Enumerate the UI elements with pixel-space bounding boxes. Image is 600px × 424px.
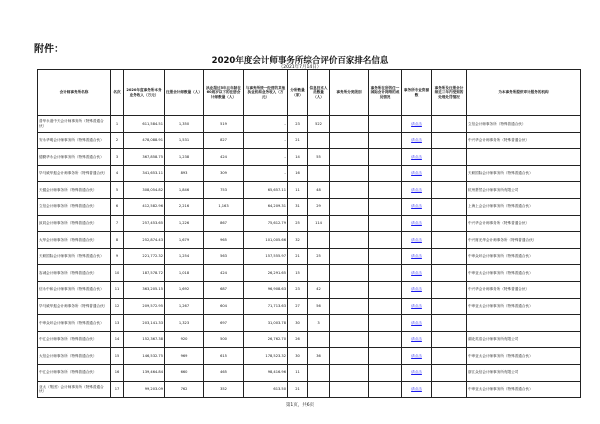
table-row bbox=[38, 116, 581, 133]
empty-cell bbox=[432, 298, 467, 315]
revenue-cell: 146,532.75 bbox=[124, 348, 165, 365]
column-header: 名次 bbox=[111, 70, 124, 116]
rank-cell: 13 bbox=[111, 315, 124, 332]
it-staff-cell bbox=[308, 265, 330, 282]
auditing-firm-cell: 中兴财光华会计师事务所（特殊普通合伙） bbox=[467, 232, 581, 249]
affiliate-revenue-cell: 71,713.63 bbox=[244, 298, 288, 315]
firm-name-cell: 天健会计师事务所（特殊普通合伙） bbox=[38, 182, 111, 199]
empty-cell bbox=[369, 315, 402, 332]
auditing-firm-cell: 天职国际会计师事务所（特殊普通合伙） bbox=[467, 165, 581, 182]
details-link[interactable]: 请点击 bbox=[402, 298, 432, 315]
firm-name-cell: 安永华明会计师事务所（特殊普通合伙） bbox=[38, 132, 111, 149]
rank-cell: 1 bbox=[111, 116, 124, 133]
column-header: 事务所分类级别 bbox=[330, 70, 369, 116]
empty-cell bbox=[330, 265, 369, 282]
it-staff-cell: 55 bbox=[308, 149, 330, 166]
column-header: 会计师事务所名称 bbox=[38, 70, 111, 116]
table-row bbox=[38, 265, 581, 282]
table-row bbox=[38, 331, 581, 348]
revenue-cell: 341,653.11 bbox=[124, 165, 165, 182]
empty-cell bbox=[369, 331, 402, 348]
column-header: 与事务所统一经营的其他执业机构业务收入（万元） bbox=[244, 70, 288, 116]
affiliate-revenue-cell: 157,555.97 bbox=[244, 248, 288, 265]
auditing-firm-cell: 中审亚太会计师事务所（特殊普通合伙） bbox=[467, 298, 581, 315]
empty-cell bbox=[432, 232, 467, 249]
affiliate-revenue-cell: 64,209.31 bbox=[244, 198, 288, 215]
senior-cpa-count-cell: 604 bbox=[204, 298, 244, 315]
branch-count-cell: 26 bbox=[288, 331, 308, 348]
empty-cell bbox=[330, 364, 369, 381]
empty-cell bbox=[432, 348, 467, 365]
empty-cell bbox=[330, 149, 369, 166]
revenue-cell: 187,578.72 bbox=[124, 265, 165, 282]
branch-count-cell: 14 bbox=[288, 149, 308, 166]
page-footer: 第1页，共6页 bbox=[285, 403, 315, 408]
auditing-firm-cell: 上海上会会计师事务所（特殊普通合伙） bbox=[467, 198, 581, 215]
table-row bbox=[38, 198, 581, 215]
empty-cell bbox=[369, 232, 402, 249]
cpa-count-cell: 1,350 bbox=[165, 116, 204, 133]
column-header: 为本事务所提供审计服务的机构 bbox=[467, 70, 581, 116]
column-header: 执业超过5年且年龄在60周岁以下的注册会计师数量（人） bbox=[204, 70, 244, 116]
affiliate-revenue-cell: 26,291.65 bbox=[244, 265, 288, 282]
revenue-cell: 221,772.32 bbox=[124, 248, 165, 265]
affiliate-revenue-cell: – bbox=[244, 132, 288, 149]
column-header: 事务所在所的任一国际会计网络的成员情况 bbox=[369, 70, 402, 116]
empty-cell bbox=[330, 232, 369, 249]
affiliate-revenue-cell: 98,416.96 bbox=[244, 364, 288, 381]
branch-count-cell: 16 bbox=[288, 165, 308, 182]
firm-name-cell: 信永中和会计师事务所（特殊普通合伙） bbox=[38, 281, 111, 298]
table-row bbox=[38, 348, 581, 365]
rank-cell: 7 bbox=[111, 215, 124, 232]
firm-name-cell: 立信会计师事务所（特殊普通合伙） bbox=[38, 198, 111, 215]
empty-cell bbox=[432, 381, 467, 398]
empty-cell bbox=[432, 116, 467, 133]
cpa-count-cell: 920 bbox=[165, 331, 204, 348]
branch-count-cell: 15 bbox=[288, 265, 308, 282]
it-staff-cell bbox=[308, 232, 330, 249]
empty-cell bbox=[432, 315, 467, 332]
details-link[interactable]: 请点击 bbox=[402, 165, 432, 182]
empty-cell bbox=[432, 215, 467, 232]
table-row bbox=[38, 281, 581, 298]
branch-count-cell: 23 bbox=[288, 116, 308, 133]
auditing-firm-cell: 中审亚太会计师事务所（特殊普通合伙） bbox=[467, 348, 581, 365]
document-date: （2021年7月14日） bbox=[278, 65, 322, 70]
senior-cpa-count-cell: 615 bbox=[204, 348, 244, 365]
branch-count-cell: 11 bbox=[288, 364, 308, 381]
rank-cell: 16 bbox=[111, 364, 124, 381]
empty-cell bbox=[330, 315, 369, 332]
cpa-count-cell: 2,216 bbox=[165, 198, 204, 215]
details-link[interactable]: 请点击 bbox=[402, 198, 432, 215]
senior-cpa-count-cell: 827 bbox=[204, 132, 244, 149]
auditing-firm-cell: 杭州萧然会计师事务所有限公司 bbox=[467, 182, 581, 199]
revenue-cell: 257,453.65 bbox=[124, 215, 165, 232]
attachment-label: 附件： bbox=[34, 44, 64, 55]
auditing-firm-cell: 中兴华会计师事务所（特殊普通合伙） bbox=[467, 215, 581, 232]
empty-cell bbox=[432, 182, 467, 199]
column-header: 事务所专业资源数 bbox=[402, 70, 432, 116]
it-staff-cell bbox=[308, 381, 330, 398]
affiliate-revenue-cell: 75,612.79 bbox=[244, 215, 288, 232]
empty-cell bbox=[369, 265, 402, 282]
auditing-firm-cell: 湖北英浩会计师事务所有限公司 bbox=[467, 331, 581, 348]
column-header: 2020年度事务所本身业务收入（万元） bbox=[124, 70, 165, 116]
auditing-firm-cell: 立信会计师事务所（特殊普通合伙） bbox=[467, 116, 581, 133]
auditing-firm-cell: 中兴华会计师事务所（特殊普通合伙） bbox=[467, 132, 581, 149]
ranking-table bbox=[37, 69, 581, 398]
rank-cell: 14 bbox=[111, 331, 124, 348]
column-header: 信息技术人员数量（人） bbox=[308, 70, 330, 116]
empty-cell bbox=[432, 364, 467, 381]
revenue-cell: 412,582.96 bbox=[124, 198, 165, 215]
rank-cell: 15 bbox=[111, 348, 124, 365]
branch-count-cell: 31 bbox=[288, 198, 308, 215]
auditing-firm-cell: 浙江众信会计师事务所有限公司 bbox=[467, 364, 581, 381]
it-staff-cell: 56 bbox=[308, 298, 330, 315]
revenue-cell: 478,088.91 bbox=[124, 132, 165, 149]
details-link[interactable]: 请点击 bbox=[402, 182, 432, 199]
table-row bbox=[38, 364, 581, 381]
affiliate-revenue-cell: 178,523.32 bbox=[244, 348, 288, 365]
it-staff-cell: 48 bbox=[308, 182, 330, 199]
empty-cell bbox=[330, 198, 369, 215]
auditing-firm-cell: 中审亚太会计师事务所（特殊普通合伙） bbox=[467, 265, 581, 282]
details-link[interactable]: 请点击 bbox=[402, 331, 432, 348]
details-link[interactable]: 请点击 bbox=[402, 116, 432, 133]
empty-cell bbox=[330, 298, 369, 315]
auditing-firm-cell: 中兴华会计师事务所（特殊普通合伙） bbox=[467, 281, 581, 298]
revenue-cell: 209,572.95 bbox=[124, 298, 165, 315]
senior-cpa-count-cell: 687 bbox=[204, 281, 244, 298]
cpa-count-cell: 1,846 bbox=[165, 182, 204, 199]
affiliate-revenue-cell: – bbox=[244, 165, 288, 182]
empty-cell bbox=[369, 298, 402, 315]
empty-cell bbox=[369, 348, 402, 365]
revenue-cell: 152,367.38 bbox=[124, 331, 165, 348]
cpa-count-cell: 1,531 bbox=[165, 132, 204, 149]
cpa-count-cell: 660 bbox=[165, 364, 204, 381]
cpa-count-cell: 969 bbox=[165, 348, 204, 365]
empty-cell bbox=[330, 348, 369, 365]
affiliate-revenue-cell: – bbox=[244, 116, 288, 133]
rank-cell: 12 bbox=[111, 298, 124, 315]
empty-cell bbox=[432, 198, 467, 215]
senior-cpa-count-cell: 965 bbox=[204, 232, 244, 249]
it-staff-cell bbox=[308, 331, 330, 348]
senior-cpa-count-cell: 519 bbox=[204, 116, 244, 133]
details-link[interactable]: 请点击 bbox=[402, 381, 432, 398]
empty-cell bbox=[432, 281, 467, 298]
firm-name-cell: 大信会计师事务所（特殊普通合伙） bbox=[38, 348, 111, 365]
details-link[interactable]: 请点击 bbox=[402, 364, 432, 381]
table-row bbox=[38, 165, 581, 182]
empty-cell bbox=[432, 248, 467, 265]
senior-cpa-count-cell: 697 bbox=[204, 315, 244, 332]
empty-cell bbox=[330, 281, 369, 298]
cpa-count-cell: 893 bbox=[165, 165, 204, 182]
table-row bbox=[38, 298, 581, 315]
details-link[interactable]: 请点击 bbox=[402, 348, 432, 365]
senior-cpa-count-cell: 500 bbox=[204, 331, 244, 348]
empty-cell bbox=[369, 132, 402, 149]
it-staff-cell: 36 bbox=[308, 348, 330, 365]
revenue-cell: 139,464.84 bbox=[124, 364, 165, 381]
it-staff-cell bbox=[308, 165, 330, 182]
table-row bbox=[38, 248, 581, 265]
details-link[interactable]: 请点击 bbox=[402, 215, 432, 232]
details-link[interactable]: 请点击 bbox=[402, 265, 432, 282]
empty-cell bbox=[330, 165, 369, 182]
revenue-cell: 611,584.51 bbox=[124, 116, 165, 133]
table-row bbox=[38, 315, 581, 332]
empty-cell bbox=[432, 331, 467, 348]
branch-count-cell: 30 bbox=[288, 315, 308, 332]
firm-name-cell: 中汇会计师事务所（特殊普通合伙） bbox=[38, 331, 111, 348]
empty-cell bbox=[330, 215, 369, 232]
it-staff-cell: 29 bbox=[308, 198, 330, 215]
auditing-firm-cell bbox=[467, 315, 581, 332]
table-row bbox=[38, 232, 581, 249]
empty-cell bbox=[369, 364, 402, 381]
empty-cell bbox=[369, 281, 402, 298]
table-row bbox=[38, 132, 581, 149]
empty-cell bbox=[330, 381, 369, 398]
branch-count-cell: 25 bbox=[288, 215, 308, 232]
revenue-cell: 99,203.09 bbox=[124, 381, 165, 398]
firm-name-cell: 亚太（集团）会计师事务所（特殊普通合伙） bbox=[38, 381, 111, 398]
rank-cell: 3 bbox=[111, 149, 124, 166]
empty-cell bbox=[369, 381, 402, 398]
empty-cell bbox=[330, 132, 369, 149]
senior-cpa-count-cell: 352 bbox=[204, 381, 244, 398]
empty-cell bbox=[432, 149, 467, 166]
senior-cpa-count-cell: 465 bbox=[204, 364, 244, 381]
senior-cpa-count-cell: 867 bbox=[204, 215, 244, 232]
it-staff-cell bbox=[308, 364, 330, 381]
firm-name-cell: 毕马威华振会计师事务所（特殊普通合伙） bbox=[38, 165, 111, 182]
rank-cell: 2 bbox=[111, 132, 124, 149]
firm-name-cell: 中审众环会计师事务所（特殊普通合伙） bbox=[38, 315, 111, 332]
cpa-count-cell: 1,018 bbox=[165, 265, 204, 282]
table-header-row bbox=[38, 70, 581, 116]
empty-cell bbox=[330, 116, 369, 133]
firm-name-cell: 天职国际会计师事务所（特殊普通合伙） bbox=[38, 248, 111, 265]
details-link[interactable]: 请点击 bbox=[402, 132, 432, 149]
cpa-count-cell: 1,267 bbox=[165, 298, 204, 315]
senior-cpa-count-cell: 424 bbox=[204, 265, 244, 282]
cpa-count-cell: 1,679 bbox=[165, 232, 204, 249]
revenue-cell: 308,054.82 bbox=[124, 182, 165, 199]
affiliate-revenue-cell: 26,762.70 bbox=[244, 331, 288, 348]
empty-cell bbox=[369, 149, 402, 166]
cpa-count-cell: 1,238 bbox=[165, 149, 204, 166]
details-link[interactable]: 请点击 bbox=[402, 281, 432, 298]
revenue-cell: 203,141.33 bbox=[124, 315, 165, 332]
senior-cpa-count-cell: 309 bbox=[204, 165, 244, 182]
cpa-count-cell: 1,226 bbox=[165, 215, 204, 232]
empty-cell bbox=[369, 198, 402, 215]
details-link[interactable]: 请点击 bbox=[402, 315, 432, 332]
column-header: 事务所及注册会计师近三年内受到的处理处罚情况 bbox=[432, 70, 467, 116]
column-header: 分所数量（家） bbox=[288, 70, 308, 116]
details-link[interactable]: 请点击 bbox=[402, 248, 432, 265]
cpa-count-cell: 1,254 bbox=[165, 248, 204, 265]
table-row bbox=[38, 149, 581, 166]
branch-count-cell: 30 bbox=[288, 348, 308, 365]
empty-cell bbox=[432, 265, 467, 282]
cpa-count-cell: 1,692 bbox=[165, 281, 204, 298]
it-staff-cell: 25 bbox=[308, 248, 330, 265]
branch-count-cell: 21 bbox=[288, 132, 308, 149]
firm-name-cell: 中汇会计师事务所（特殊普通合伙） bbox=[38, 364, 111, 381]
branch-count-cell: 11 bbox=[288, 182, 308, 199]
firm-name-cell: 大华会计师事务所（特殊普通合伙） bbox=[38, 232, 111, 249]
affiliate-revenue-cell: 65,657.11 bbox=[244, 182, 288, 199]
affiliate-revenue-cell: 613.50 bbox=[244, 381, 288, 398]
firm-name-cell: 毕马威华振会计师事务所（特殊普通合伙） bbox=[38, 298, 111, 315]
auditing-firm-cell: 中审亚太会计师事务所（特殊普通合伙） bbox=[467, 381, 581, 398]
empty-cell bbox=[330, 331, 369, 348]
affiliate-revenue-cell: 101,005.66 bbox=[244, 232, 288, 249]
branch-count-cell: 21 bbox=[288, 381, 308, 398]
revenue-cell: 252,874.43 bbox=[124, 232, 165, 249]
auditing-firm-cell: 中审众环会计师事务所（特殊普通合伙） bbox=[467, 248, 581, 265]
firm-name-cell: 德勤华永会计师事务所（特殊普通合伙） bbox=[38, 149, 111, 166]
firm-name-cell: 致同会计师事务所（特殊普通合伙） bbox=[38, 215, 111, 232]
details-link[interactable]: 请点击 bbox=[402, 149, 432, 166]
empty-cell bbox=[330, 248, 369, 265]
empty-cell bbox=[369, 182, 402, 199]
it-staff-cell bbox=[308, 132, 330, 149]
cpa-count-cell: 762 bbox=[165, 381, 204, 398]
empty-cell bbox=[369, 215, 402, 232]
affiliate-revenue-cell: 96,908.63 bbox=[244, 281, 288, 298]
rank-cell: 8 bbox=[111, 232, 124, 249]
empty-cell bbox=[369, 116, 402, 133]
empty-cell bbox=[432, 165, 467, 182]
table-row bbox=[38, 381, 581, 398]
details-link[interactable]: 请点击 bbox=[402, 232, 432, 249]
revenue-cell: 363,205.15 bbox=[124, 281, 165, 298]
senior-cpa-count-cell: 563 bbox=[204, 248, 244, 265]
senior-cpa-count-cell: 1,163 bbox=[204, 198, 244, 215]
affiliate-revenue-cell: 31,003.78 bbox=[244, 315, 288, 332]
branch-count-cell: 27 bbox=[288, 298, 308, 315]
senior-cpa-count-cell: 753 bbox=[204, 182, 244, 199]
empty-cell bbox=[369, 165, 402, 182]
empty-cell bbox=[432, 132, 467, 149]
firm-name-cell: 容诚会计师事务所（特殊普通合伙） bbox=[38, 265, 111, 282]
table-row bbox=[38, 215, 581, 232]
rank-cell: 10 bbox=[111, 265, 124, 282]
it-staff-cell: 3 bbox=[308, 315, 330, 332]
auditing-firm-cell bbox=[467, 149, 581, 166]
rank-cell: 9 bbox=[111, 248, 124, 265]
branch-count-cell: 21 bbox=[288, 248, 308, 265]
affiliate-revenue-cell: – bbox=[244, 149, 288, 166]
revenue-cell: 367,858.75 bbox=[124, 149, 165, 166]
rank-cell: 6 bbox=[111, 198, 124, 215]
table-row bbox=[38, 182, 581, 199]
document-title: 2020年度会计师事务所综合评价百家排名信息 bbox=[211, 56, 389, 66]
rank-cell: 5 bbox=[111, 182, 124, 199]
table-body bbox=[38, 116, 581, 398]
branch-count-cell: 32 bbox=[288, 232, 308, 249]
rank-cell: 17 bbox=[111, 381, 124, 398]
it-staff-cell: 522 bbox=[308, 116, 330, 133]
branch-count-cell: 23 bbox=[288, 281, 308, 298]
rank-cell: 11 bbox=[111, 281, 124, 298]
empty-cell bbox=[369, 248, 402, 265]
column-header: 注册会计师数量（人） bbox=[165, 70, 204, 116]
cpa-count-cell: 1,323 bbox=[165, 315, 204, 332]
it-staff-cell: 42 bbox=[308, 281, 330, 298]
it-staff-cell: 114 bbox=[308, 215, 330, 232]
rank-cell: 4 bbox=[111, 165, 124, 182]
senior-cpa-count-cell: 424 bbox=[204, 149, 244, 166]
firm-name-cell: 普华永道中天会计师事务所（特殊普通合伙） bbox=[38, 116, 111, 133]
empty-cell bbox=[330, 182, 369, 199]
